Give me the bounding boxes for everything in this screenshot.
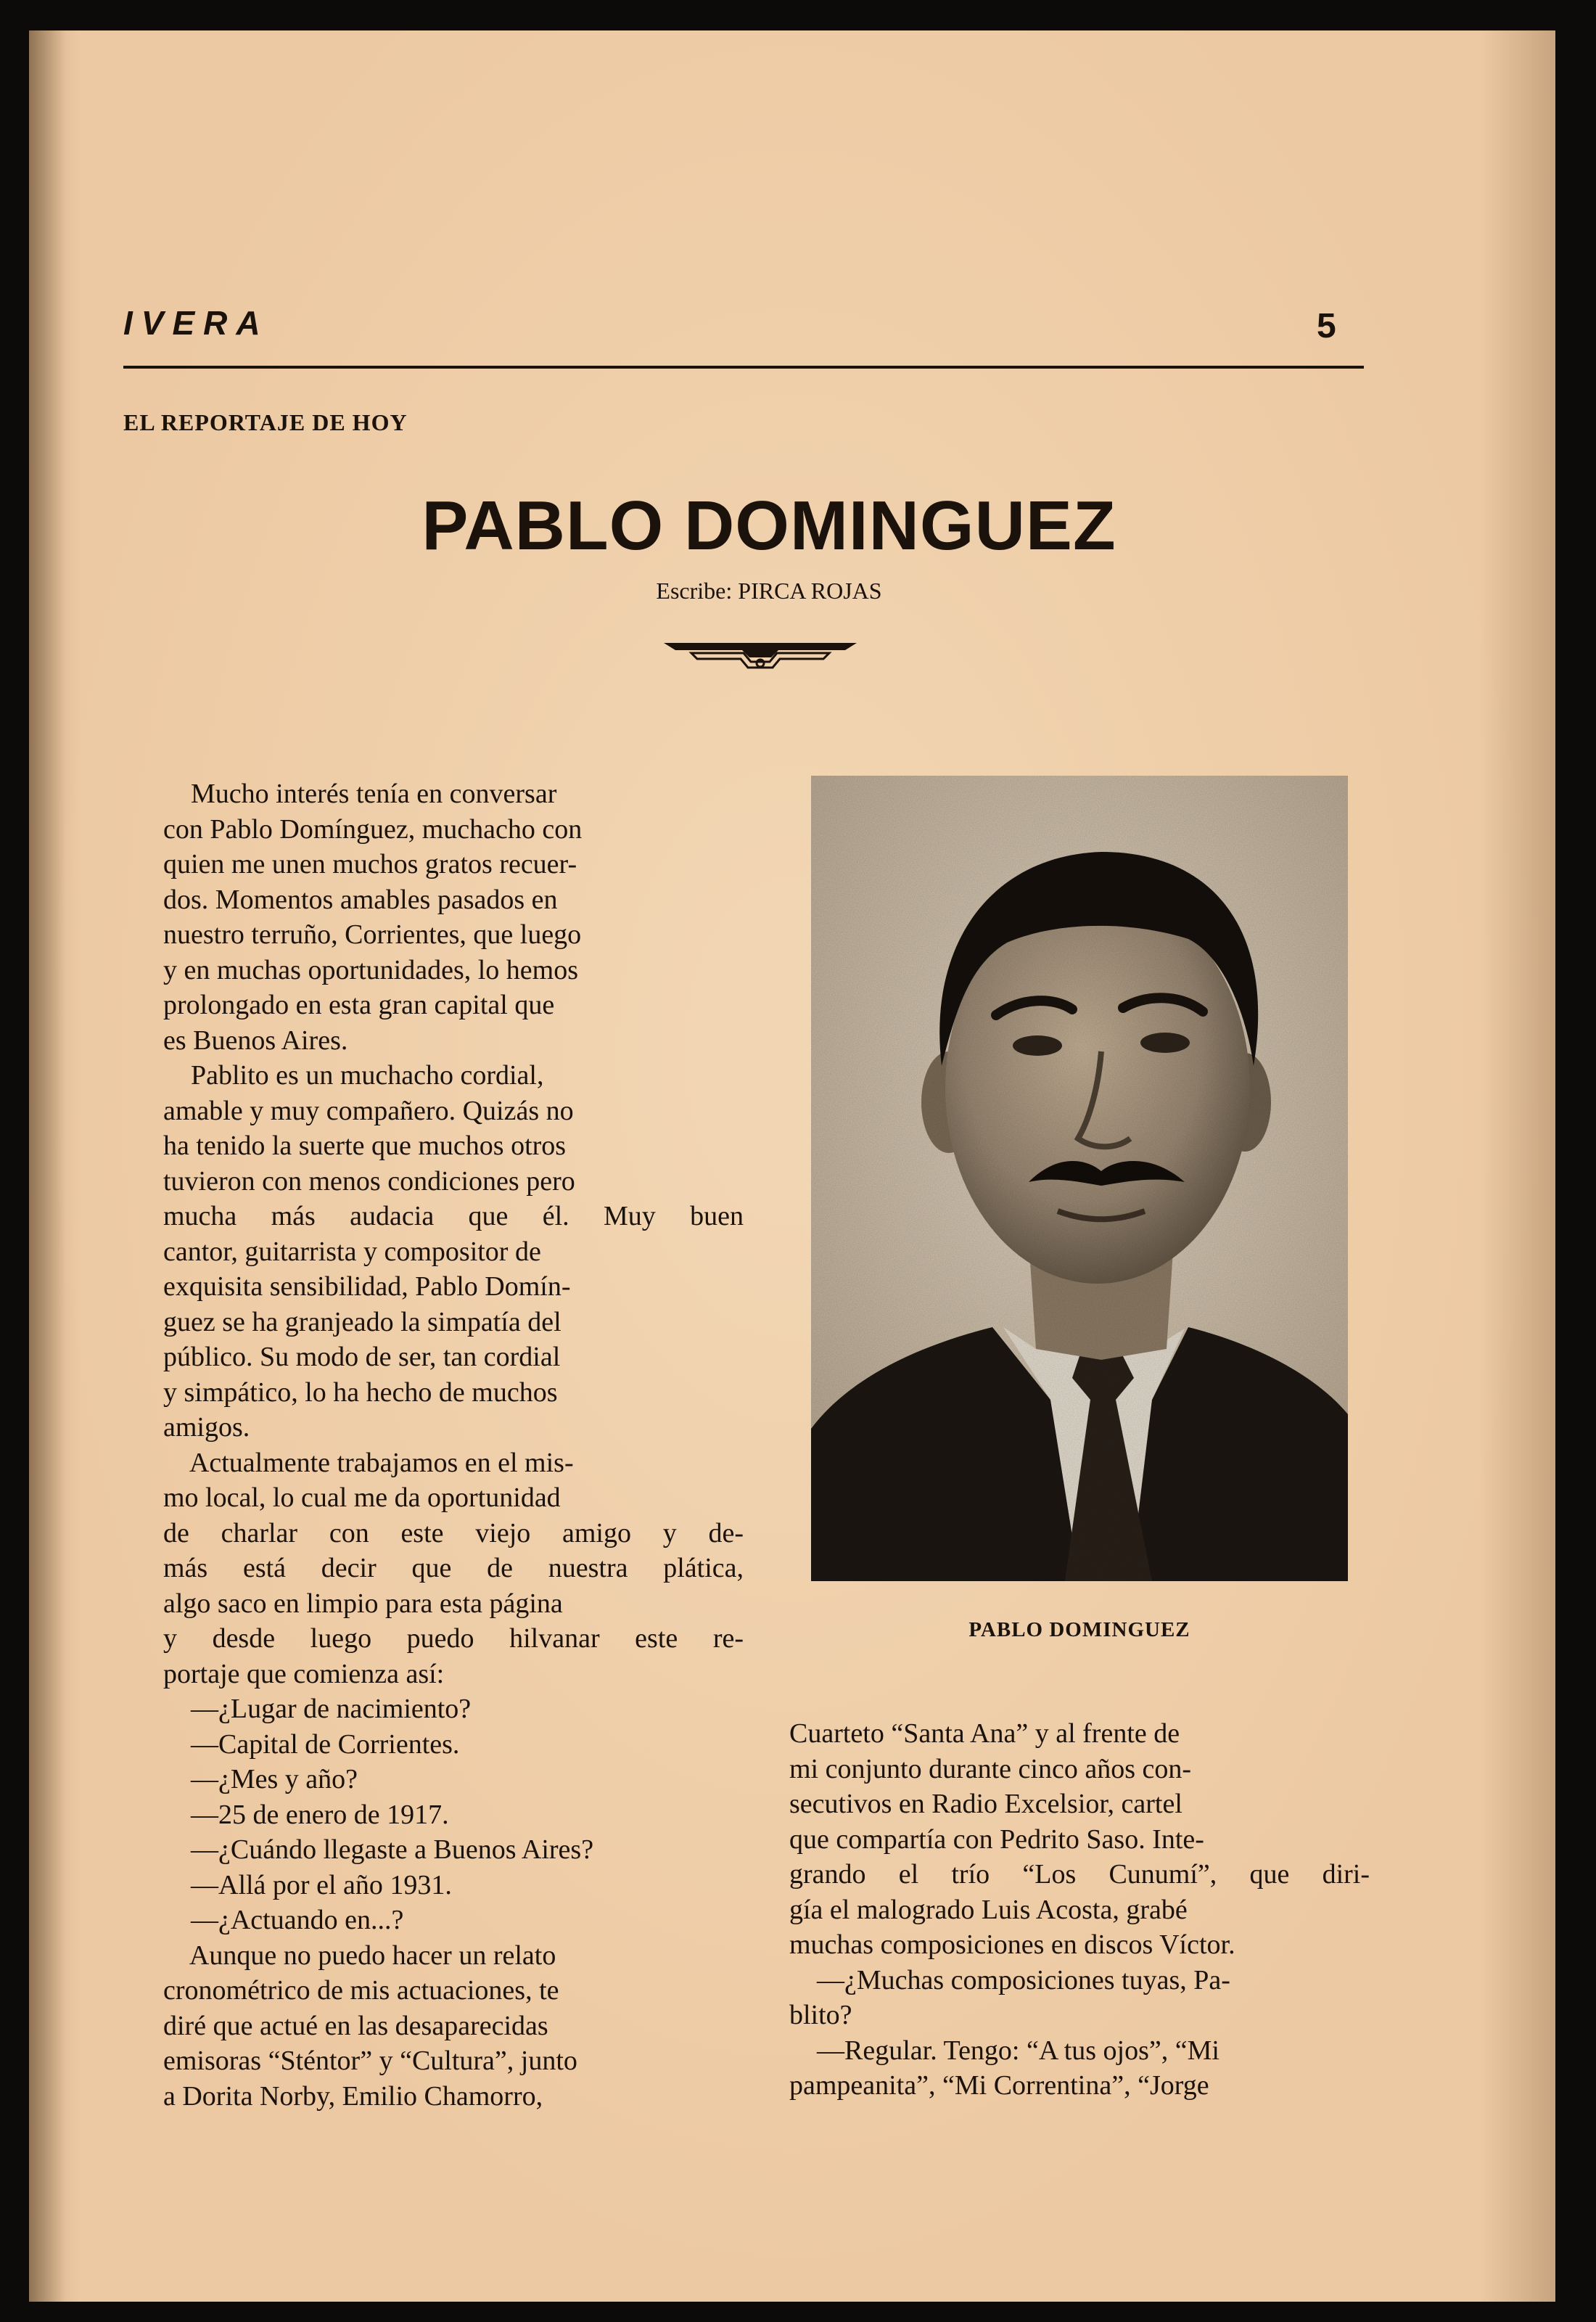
text-line: Aunque no puedo hacer un relato — [163, 1940, 556, 1971]
page-number: 5 — [1317, 307, 1336, 345]
text-line: —Capital de Corrientes. — [163, 1728, 460, 1760]
text-line: —¿Actuando en...? — [163, 1905, 404, 1935]
text-line: de charlar con este viejo amigo y de- — [163, 1517, 744, 1548]
text-line: Cuarteto “Santa Ana” y al frente de — [789, 1718, 1180, 1749]
spine-shadow — [29, 30, 65, 2302]
photo-caption: PABLO DOMINGUEZ — [968, 1618, 1190, 1641]
text-line: más está decir que de nuestra plática, — [163, 1553, 744, 1583]
left-column — [163, 776, 744, 2114]
text-line: gía el malogrado Luis Acosta, grabé — [789, 1894, 1188, 1925]
text-line: mo local, lo cual me da oportunidad — [163, 1482, 561, 1513]
text-line: blito? — [789, 2000, 852, 2030]
right-column — [789, 1716, 1370, 2104]
text-line: mucha más audacia que él. Muy buen — [163, 1201, 744, 1231]
text-line: —Regular. Tengo: “A tus ojos”, “Mi — [789, 2035, 1219, 2066]
text-line: exquisita sensibilidad, Pablo Domín- — [163, 1271, 571, 1302]
text-line: grando el trío “Los Cunumí”, que diri- — [789, 1859, 1370, 1890]
running-head: IVERA — [123, 304, 269, 342]
text-line: Actualmente trabajamos en el mis- — [163, 1447, 574, 1478]
text-line: y en muchas oportunidades, lo hemos — [163, 954, 579, 985]
portrait-figure — [811, 776, 1348, 1581]
text-line: —Allá por el año 1931. — [163, 1869, 452, 1900]
text-line: dos. Momentos amables pasados en — [163, 884, 558, 915]
text-line: amigos. — [163, 1412, 250, 1443]
text-line: ha tenido la suerte que muchos otros — [163, 1131, 567, 1161]
text-line: y desde luego puedo hilvanar este re- — [163, 1623, 744, 1654]
text-line: algo saco en limpio para esta página — [163, 1588, 563, 1619]
text-line: emisoras “Sténtor” y “Cultura”, junto — [163, 2046, 577, 2076]
text-line: —25 de enero de 1917. — [163, 1799, 449, 1830]
header-rule — [123, 366, 1364, 369]
text-line: y simpático, lo ha hecho de muchos — [163, 1377, 558, 1408]
text-line: portaje que comienza así: — [163, 1658, 445, 1689]
text-line: que compartía con Pedrito Saso. Inte- — [789, 1823, 1204, 1855]
text-line: —¿Muchas composiciones tuyas, Pa- — [789, 1964, 1230, 1995]
text-line: amable y muy compañero. Quizás no — [163, 1095, 574, 1126]
text-line: Pablito es un muchacho cordial, — [163, 1060, 544, 1091]
text-line: es Buenos Aires. — [163, 1025, 348, 1056]
text-line: a Dorita Norby, Emilio Chamorro, — [163, 2080, 543, 2112]
portrait-photo — [811, 776, 1348, 1581]
text-line: muchas composiciones en discos Víctor. — [789, 1929, 1235, 1960]
text-line: —¿Mes y año? — [163, 1764, 358, 1794]
text-line: diré que actué en las desaparecidas — [163, 2010, 548, 2041]
byline: Escribe: PIRCA ROJAS — [656, 578, 882, 604]
text-line: guez se ha granjeado la simpatía del — [163, 1306, 562, 1337]
text-line: con Pablo Domínguez, muchacho con — [163, 813, 583, 845]
text-line: pampeanita”, “Mi Correntina”, “Jorge — [789, 2070, 1209, 2101]
section-label: EL REPORTAJE DE HOY — [123, 409, 408, 435]
text-line: quien me unen muchos gratos recuer- — [163, 849, 577, 879]
text-line: cantor, guitarrista y compositor de — [163, 1236, 541, 1267]
text-line: —¿Cuándo llegaste a Buenos Aires? — [163, 1834, 594, 1865]
ornament-divider-icon — [662, 640, 858, 672]
text-line: secutivos en Radio Excelsior, cartel — [789, 1789, 1182, 1819]
text-line: prolongado en esta gran capital que — [163, 990, 555, 1020]
text-line: público. Su modo de ser, tan cordial — [163, 1342, 561, 1372]
text-line: tuvieron con menos condiciones pero — [163, 1165, 575, 1197]
text-line: Mucho interés tenía en conversar — [163, 779, 557, 809]
text-line: cronométrico de mis actuaciones, te — [163, 1975, 559, 2006]
text-line: mi conjunto durante cinco años con- — [789, 1753, 1192, 1784]
magazine-page — [29, 30, 1555, 2302]
article-title: PABLO DOMINGUEZ — [421, 487, 1116, 565]
text-line: nuestro terruño, Corrientes, que luego — [163, 919, 582, 950]
text-line: —¿Lugar de nacimiento? — [163, 1694, 472, 1724]
